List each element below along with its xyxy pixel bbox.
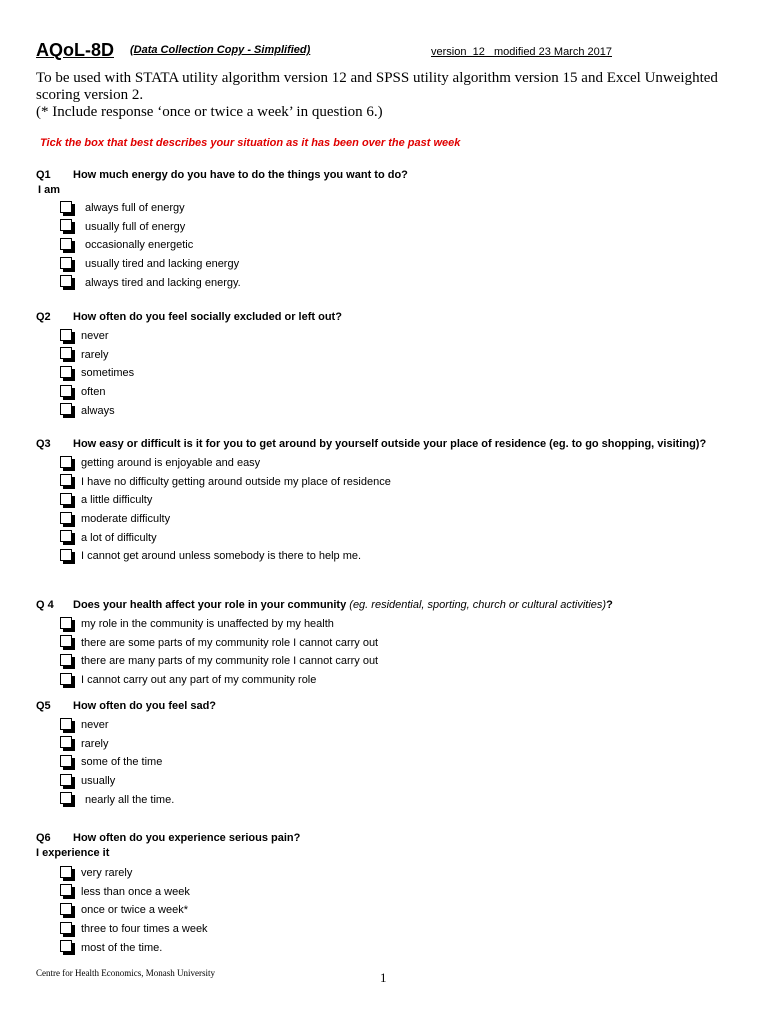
page-number: 1 [380, 970, 387, 985]
checkbox-icon[interactable] [60, 275, 72, 287]
option-label: occasionally energetic [85, 239, 194, 252]
checkbox-icon[interactable] [60, 774, 72, 786]
option-q6-3[interactable] [60, 901, 726, 920]
option-list [60, 327, 726, 420]
question-number: Q2 [36, 311, 51, 323]
document-header [36, 40, 736, 64]
question-number: Q5 [36, 700, 51, 712]
option-label: there are some parts of my community role I cannot carry out [81, 636, 379, 649]
checkbox-icon[interactable] [60, 718, 72, 730]
option-q1-2[interactable] [60, 218, 726, 237]
intro-line-1: To be used with STATA utility algorithm version 12 and SPSS utility algorithm version 15 and Excel Unweighted scoring version 2. [36, 70, 718, 103]
option-label: sometimes [81, 367, 135, 380]
option-label: I cannot get around unless somebody is there to help me. [81, 550, 362, 563]
option-label: some of the time [81, 756, 163, 769]
option-q2-5[interactable] [60, 401, 726, 420]
checkbox-icon[interactable] [60, 512, 72, 524]
question-text: Does your health affect your role in your community [73, 599, 347, 611]
checkbox-icon[interactable] [60, 238, 72, 250]
option-q6-5[interactable] [60, 938, 726, 957]
checkbox-icon[interactable] [60, 385, 72, 397]
option-label: once or twice a week* [81, 904, 188, 917]
option-label: usually [81, 775, 116, 788]
form-title: AQoL-8D [36, 40, 114, 60]
intro-line-2: (* Include response ‘once or twice a week’ in question 6.) [36, 104, 383, 120]
checkbox-icon[interactable] [60, 866, 72, 878]
option-q3-2[interactable] [60, 473, 726, 492]
footer-organization: Centre for Health Economics, Monash University [36, 968, 215, 978]
question-heading [36, 168, 726, 183]
option-label: most of the time. [81, 941, 163, 954]
option-list [60, 199, 726, 292]
checkbox-icon[interactable] [60, 617, 72, 629]
question-3 [36, 436, 726, 566]
option-list [60, 615, 726, 689]
question-text: How often do you feel sad? [73, 700, 217, 712]
option-label: never [81, 330, 109, 343]
question-6 [36, 831, 726, 957]
option-q4-4[interactable] [60, 671, 726, 690]
question-heading [36, 310, 726, 325]
checkbox-icon[interactable] [60, 366, 72, 378]
option-label: three to four times a week [81, 923, 208, 936]
question-text: How easy or difficult is it for you to get around by yourself outside your place of residence (eg. to go shopping, visiting)? [73, 438, 707, 450]
question-4 [36, 598, 726, 689]
option-label: usually tired and lacking energy [85, 258, 240, 271]
option-list [60, 716, 726, 809]
checkbox-icon[interactable] [60, 673, 72, 685]
option-q1-3[interactable] [60, 236, 726, 255]
option-q2-4[interactable] [60, 383, 726, 402]
option-q3-6[interactable] [60, 547, 726, 566]
option-label: moderate difficulty [81, 513, 171, 526]
option-list [60, 864, 726, 957]
question-heading [36, 699, 726, 714]
option-q4-2[interactable] [60, 634, 726, 653]
option-q5-3[interactable] [60, 753, 726, 772]
checkbox-icon[interactable] [60, 329, 72, 341]
question-number: Q1 [36, 169, 51, 181]
option-label: less than once a week [81, 885, 190, 898]
question-examples: (eg. residential, sporting, church or cultural activities) [349, 599, 607, 611]
intro-text [36, 70, 736, 121]
option-label: rarely [81, 348, 109, 361]
question-heading [36, 831, 726, 846]
option-q3-3[interactable] [60, 491, 726, 510]
question-2 [36, 310, 726, 420]
question-heading [36, 598, 726, 613]
option-label: there are many parts of my community role I cannot carry out [81, 655, 379, 668]
question-text: How much energy do you have to do the things you want to do? [73, 169, 408, 181]
option-label: usually full of energy [85, 220, 186, 233]
question-1 [36, 168, 726, 292]
option-q4-1[interactable] [60, 615, 726, 634]
question-end: ? [606, 599, 613, 611]
option-label: often [81, 386, 106, 399]
option-label: rarely [81, 737, 109, 750]
option-q5-5[interactable] [60, 790, 726, 809]
question-stem: I experience it [36, 847, 110, 859]
checkbox-icon[interactable] [60, 530, 72, 542]
option-label: a lot of difficulty [81, 531, 157, 544]
question-5 [36, 699, 726, 809]
question-number: Q3 [36, 438, 51, 450]
checkbox-icon[interactable] [60, 456, 72, 468]
checkbox-icon[interactable] [60, 474, 72, 486]
checkbox-icon[interactable] [60, 654, 72, 666]
option-label: my role in the community is unaffected by my health [81, 618, 334, 631]
question-text: How often do you feel socially excluded or left out? [73, 311, 342, 323]
checkbox-icon[interactable] [60, 549, 72, 561]
option-label: always [81, 404, 115, 417]
checkbox-icon[interactable] [60, 257, 72, 269]
option-q5-2[interactable] [60, 735, 726, 754]
option-q6-1[interactable] [60, 864, 726, 883]
version-info: version 12 modified 23 March 2017 [431, 46, 612, 58]
question-text: How often do you experience serious pain? [73, 832, 301, 844]
checkbox-icon[interactable] [60, 903, 72, 915]
checkbox-icon[interactable] [60, 635, 72, 647]
question-heading [36, 436, 726, 452]
option-q5-4[interactable] [60, 772, 726, 791]
checkbox-icon[interactable] [60, 201, 72, 213]
checkbox-icon[interactable] [60, 736, 72, 748]
option-q1-4[interactable] [60, 255, 726, 274]
checkbox-icon[interactable] [60, 792, 72, 804]
question-number: Q6 [36, 832, 51, 844]
checkbox-icon[interactable] [60, 403, 72, 415]
option-q3-4[interactable] [60, 510, 726, 529]
option-q1-1[interactable] [60, 199, 726, 218]
option-label: very rarely [81, 867, 133, 880]
option-label: I have no difficulty getting around outside my place of residence [81, 475, 391, 488]
option-q3-5[interactable] [60, 528, 726, 547]
option-label: a little difficulty [81, 494, 153, 507]
question-number: Q 4 [36, 599, 54, 611]
option-q3-1[interactable] [60, 454, 726, 473]
option-q4-3[interactable] [60, 652, 726, 671]
form-subtitle: (Data Collection Copy - Simplified) [130, 44, 311, 56]
checkbox-icon[interactable] [60, 940, 72, 952]
question-stem: I am [38, 184, 61, 196]
option-list [60, 454, 726, 566]
checkbox-icon[interactable] [60, 755, 72, 767]
option-label: getting around is enjoyable and easy [81, 457, 261, 470]
option-q6-2[interactable] [60, 883, 726, 902]
option-q5-1[interactable] [60, 716, 726, 735]
option-q6-4[interactable] [60, 920, 726, 939]
option-q1-5[interactable] [60, 273, 726, 292]
option-label: I cannot carry out any part of my community role [81, 674, 317, 687]
checkbox-icon[interactable] [60, 884, 72, 896]
option-label: always tired and lacking energy. [85, 276, 241, 289]
option-q2-1[interactable] [60, 327, 726, 346]
option-label: nearly all the time. [85, 793, 175, 806]
checkbox-icon[interactable] [60, 219, 72, 231]
option-label: always full of energy [85, 202, 185, 215]
option-label: never [81, 719, 109, 732]
instruction-text: Tick the box that best describes your situation as it has been over the past week [40, 137, 461, 149]
option-q2-3[interactable] [60, 364, 726, 383]
checkbox-icon[interactable] [60, 493, 72, 505]
option-q2-2[interactable] [60, 346, 726, 365]
checkbox-icon[interactable] [60, 922, 72, 934]
checkbox-icon[interactable] [60, 347, 72, 359]
